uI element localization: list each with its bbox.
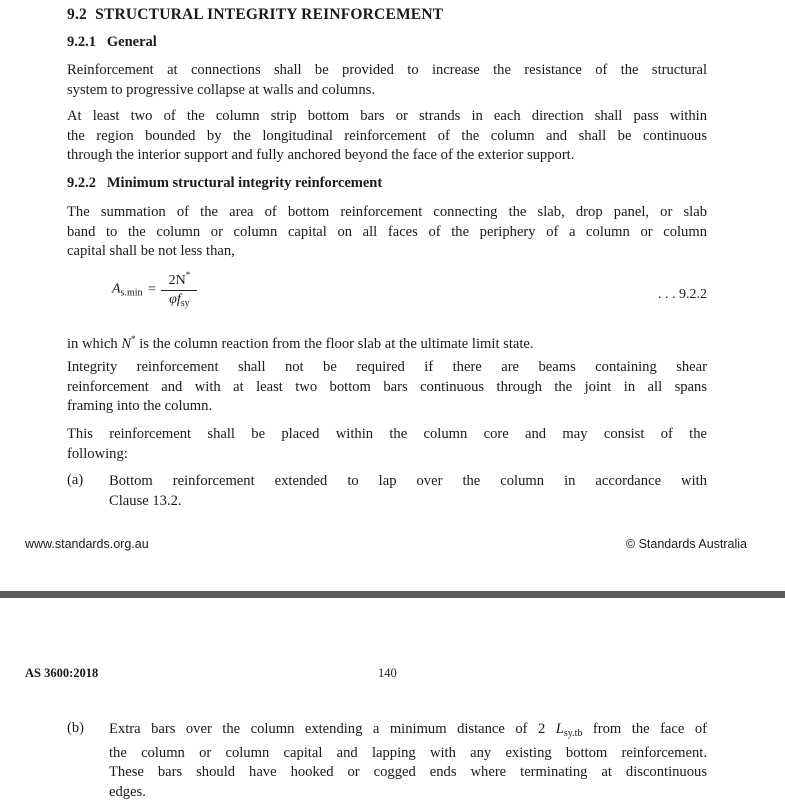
formula-fraction — [161, 270, 197, 309]
formula-reference: . . . 9.2.2 — [658, 287, 707, 303]
symbol-superscript: * — [131, 334, 136, 344]
section-heading — [67, 6, 443, 24]
formula-lhs-symbol: A — [112, 282, 121, 297]
subsection-number: 9.2.2 — [67, 175, 96, 191]
symbol-subscript: sy.tb — [564, 728, 583, 739]
general-paragraph-2 — [67, 107, 707, 166]
minimum-paragraph-2 — [67, 358, 707, 417]
symbol-N: N — [121, 336, 131, 352]
minimum-paragraph-3 — [67, 425, 707, 464]
text-line: Integrity reinforcement shall not be required if there are beams containing shear — [67, 358, 707, 378]
list-item-b — [109, 720, 707, 802]
formula-lhs-subscript: s.min — [121, 288, 143, 299]
text-line: framing into the column. — [67, 397, 707, 417]
text-line: following: — [67, 445, 707, 465]
section-number: 9.2 — [67, 6, 87, 23]
subsection-number: 9.2.1 — [67, 34, 96, 50]
text-fragment: from the face of — [582, 721, 707, 737]
subsection-heading-minimum — [67, 175, 382, 192]
section-title: STRUCTURAL INTEGRITY REINFORCEMENT — [95, 6, 443, 23]
formula-equals: = — [148, 282, 156, 297]
text-line: system to progressive collapse at walls and columns. — [67, 81, 707, 101]
symbol-L: L — [556, 721, 564, 737]
subsection-title: Minimum structural integrity reinforcement — [107, 175, 382, 191]
formula-denominator — [161, 292, 197, 309]
text-line: The summation of the area of bottom reinforcement connecting the slab, drop panel, or slab — [67, 203, 707, 223]
page-divider — [0, 591, 785, 598]
general-paragraph-1 — [67, 61, 707, 100]
subsection-heading-general — [67, 34, 157, 51]
footer-copyright: © Standards Australia — [626, 537, 747, 551]
text-line: edges. — [109, 783, 707, 802]
footer-website[interactable]: www.standards.org.au — [25, 537, 149, 551]
list-label-a: (a) — [67, 472, 83, 489]
text-line: Reinforcement at connections shall be provided to increase the resistance of the structural — [67, 61, 707, 81]
in-which-line — [67, 330, 707, 355]
text-line: reinforcement and with at least two bottom bars continuous through the joint in all spans — [67, 378, 707, 398]
subsection-title: General — [107, 34, 157, 50]
text-line: the region bounded by the longitudinal reinforcement of the column and shall be continuous — [67, 127, 707, 147]
text-fragment: is the column reaction from the floor slab at the ultimate limit state. — [136, 336, 534, 352]
text-line: These bars should have hooked or cogged ends where terminating at discontinuous — [109, 763, 707, 783]
list-label-b: (b) — [67, 720, 84, 737]
text-line: capital shall be not less than, — [67, 242, 707, 262]
text-fragment: in which — [67, 336, 121, 352]
numerator-text: 2N — [169, 273, 186, 288]
text-line: through the interior support and fully anchored beyond the face of the exterior support. — [67, 146, 707, 166]
text-line: This reinforcement shall be placed within the column core and may consist of the — [67, 425, 707, 445]
formula-numerator — [161, 270, 197, 289]
denominator-subscript: sy — [181, 298, 190, 309]
text-fragment: Extra bars over the column extending a minimum distance of 2 — [109, 721, 556, 737]
text-line — [109, 720, 707, 744]
document-id: AS 3600:2018 — [25, 666, 98, 681]
minimum-paragraph-1 — [67, 203, 707, 262]
fraction-bar — [161, 290, 197, 291]
text-line: the column or column capital and lapping with any existing bottom reinforcement. — [109, 744, 707, 764]
denominator-text: φf — [169, 292, 181, 307]
formula-9-2-2 — [112, 270, 197, 309]
list-item-a — [109, 472, 707, 511]
text-line: band to the column or column capital on all faces of the periphery of a column or column — [67, 223, 707, 243]
text-line: At least two of the column strip bottom bars or strands in each direction shall pass within — [67, 107, 707, 127]
page-number: 140 — [378, 666, 397, 681]
numerator-superscript: * — [186, 270, 191, 280]
text-line: Bottom reinforcement extended to lap over the column in accordance with — [109, 472, 707, 492]
text-line: Clause 13.2. — [109, 492, 707, 512]
